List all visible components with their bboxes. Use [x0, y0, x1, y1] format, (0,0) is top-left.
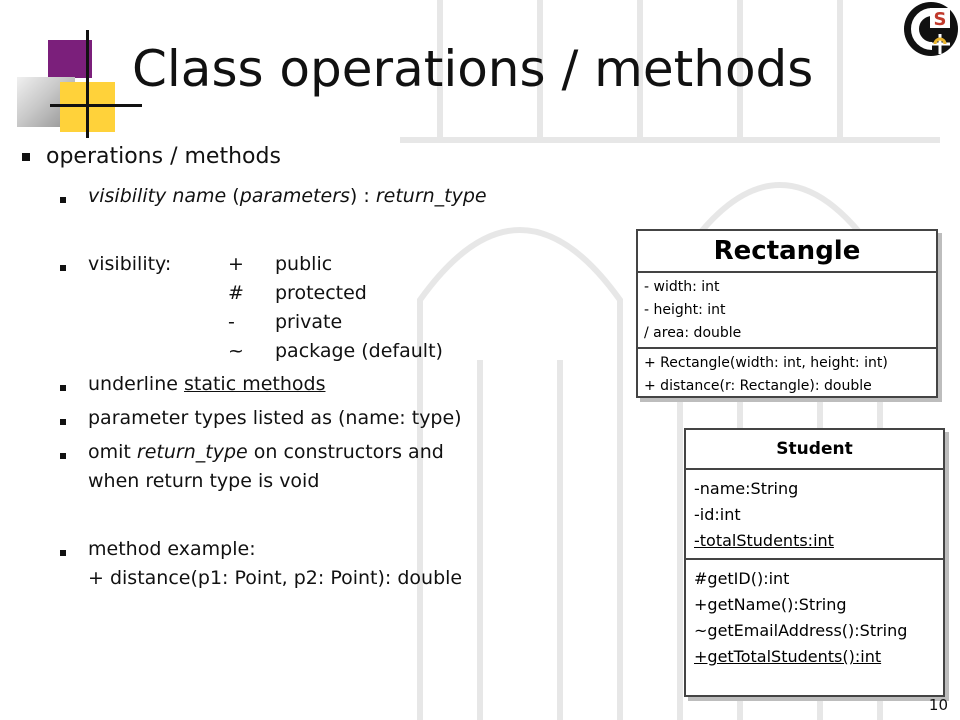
- bullet-marker: [60, 265, 66, 271]
- page-number: 10: [928, 696, 948, 714]
- uml-attribute: - height: int: [644, 302, 726, 318]
- uml-operation: ~getEmailAddress():String: [694, 621, 908, 640]
- syntax-return-type: return_type: [375, 185, 487, 207]
- visibility-meaning: public: [275, 253, 333, 275]
- bullet-marker: [60, 453, 66, 459]
- method-example-label: method example:: [88, 538, 256, 560]
- slide-title: Class operations / methods: [132, 40, 814, 98]
- uml-operations: [638, 347, 936, 400]
- omit-line-2: when return type is void: [88, 470, 320, 492]
- omit-prefix: omit: [88, 441, 131, 463]
- uml-operation: + Rectangle(width: int, height: int): [644, 355, 888, 371]
- syntax-name: name: [172, 185, 227, 207]
- bullet-marker: [60, 197, 66, 203]
- uml-operation-static: +getTotalStudents():int: [694, 647, 882, 666]
- bullet-marker: [22, 153, 30, 161]
- visibility-symbol: ~: [228, 340, 244, 362]
- visibility-symbol: #: [228, 282, 244, 304]
- decor-horizontal-line: [50, 104, 142, 107]
- visibility-meaning: private: [275, 311, 343, 333]
- syntax-close: ) :: [349, 185, 370, 207]
- visibility-symbol: +: [228, 253, 244, 275]
- visibility-meaning: package (default): [275, 340, 443, 362]
- bullet-omit-return-type: [88, 441, 444, 463]
- uml-attribute: -name:String: [694, 479, 799, 498]
- uml-operations: [686, 558, 943, 674]
- syntax-open-paren: (: [232, 185, 240, 207]
- uml-operation: +getName():String: [694, 595, 847, 614]
- bullet-marker: [60, 385, 66, 391]
- bullet-underline-static: [88, 373, 325, 395]
- bullet-parameter-types: parameter types listed as (name: type): [88, 407, 462, 429]
- omit-term: return_type: [136, 441, 248, 463]
- underline-prefix: underline: [88, 373, 178, 395]
- svg-text:S: S: [933, 9, 947, 30]
- uml-attribute: / area: double: [644, 325, 742, 341]
- uml-operation: + distance(r: Rectangle): double: [644, 378, 872, 394]
- underline-term: static methods: [183, 373, 326, 395]
- bullet-operations-methods: operations / methods: [46, 144, 281, 169]
- syntax-parameters: parameters: [239, 185, 350, 207]
- uml-class-name: Rectangle: [713, 236, 861, 266]
- uml-attribute: -id:int: [694, 505, 741, 524]
- decor-vertical-line: [86, 30, 89, 138]
- uml-operation: #getID():int: [694, 569, 790, 588]
- uml-class-student: [684, 428, 945, 697]
- bullet-marker: [60, 419, 66, 425]
- method-example-code: + distance(p1: Point, p2: Point): double: [88, 567, 463, 589]
- visibility-symbol: -: [228, 311, 235, 333]
- syntax-visibility: visibility: [88, 185, 167, 207]
- uml-attribute-static: -totalStudents:int: [694, 531, 834, 550]
- uml-class-name: Student: [776, 439, 853, 459]
- uml-attributes: [638, 271, 936, 347]
- visibility-meaning: protected: [275, 282, 367, 304]
- cse-logo-icon: [902, 0, 960, 58]
- uml-attributes: [686, 468, 943, 558]
- bullet-syntax: [88, 185, 487, 207]
- uml-attribute: - width: int: [644, 279, 720, 295]
- omit-suffix: on constructors and: [253, 441, 444, 463]
- uml-class-rectangle: [636, 229, 938, 398]
- visibility-label: visibility:: [88, 253, 172, 275]
- bullet-marker: [60, 550, 66, 556]
